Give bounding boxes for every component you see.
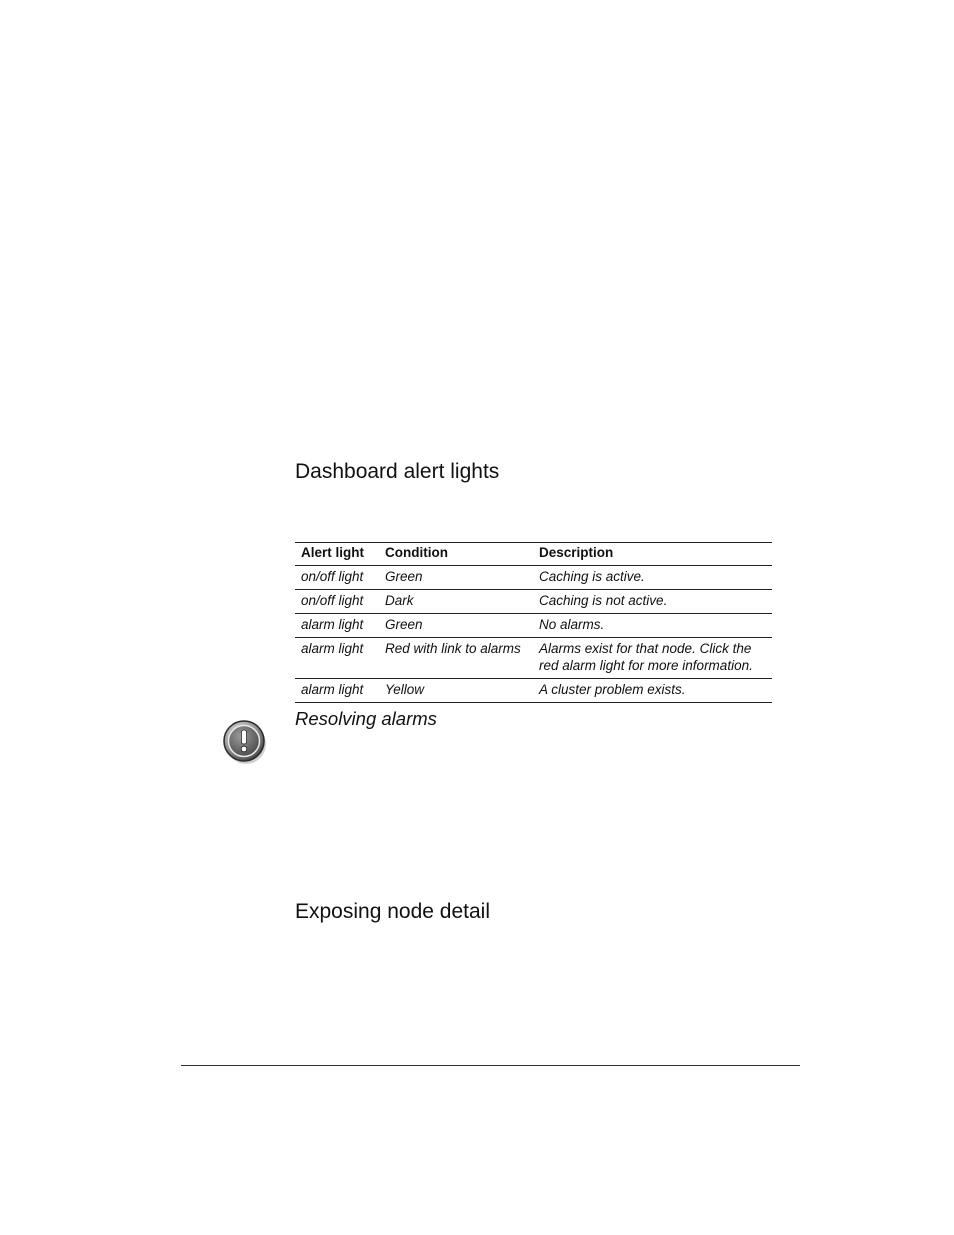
cell-alert-light: on/off light <box>295 566 379 590</box>
subsection-heading-resolving-alarms: Resolving alarms <box>295 708 437 729</box>
column-header-condition: Condition <box>379 543 533 566</box>
section-heading-exposing-node-detail: Exposing node detail <box>295 900 490 923</box>
table-row <box>295 638 772 679</box>
cell-condition: Yellow <box>379 679 533 703</box>
cell-description: Caching is not active. <box>533 590 772 614</box>
cell-description: Caching is active. <box>533 566 772 590</box>
cell-description: No alarms. <box>533 614 772 638</box>
table-header-row <box>295 543 772 566</box>
cell-alert-light: alarm light <box>295 679 379 703</box>
table-row <box>295 590 772 614</box>
cell-description: A cluster problem exists. <box>533 679 772 703</box>
cell-condition: Green <box>379 614 533 638</box>
cell-condition: Dark <box>379 590 533 614</box>
alert-lights-table <box>295 542 772 703</box>
cell-alert-light: alarm light <box>295 614 379 638</box>
warning-exclamation-icon <box>221 719 267 765</box>
cell-alert-light: alarm light <box>295 638 379 679</box>
table-row <box>295 679 772 703</box>
cell-description: Alarms exist for that node. Click the red alarm light for more information. <box>533 638 772 679</box>
table-row <box>295 566 772 590</box>
column-header-description: Description <box>533 543 772 566</box>
column-header-alert-light: Alert light <box>295 543 379 566</box>
table-row <box>295 614 772 638</box>
cell-condition: Red with link to alarms <box>379 638 533 679</box>
cell-condition: Green <box>379 566 533 590</box>
section-heading-dashboard-alert-lights: Dashboard alert lights <box>295 460 500 483</box>
cell-alert-light: on/off light <box>295 590 379 614</box>
footer-divider <box>181 1065 800 1066</box>
